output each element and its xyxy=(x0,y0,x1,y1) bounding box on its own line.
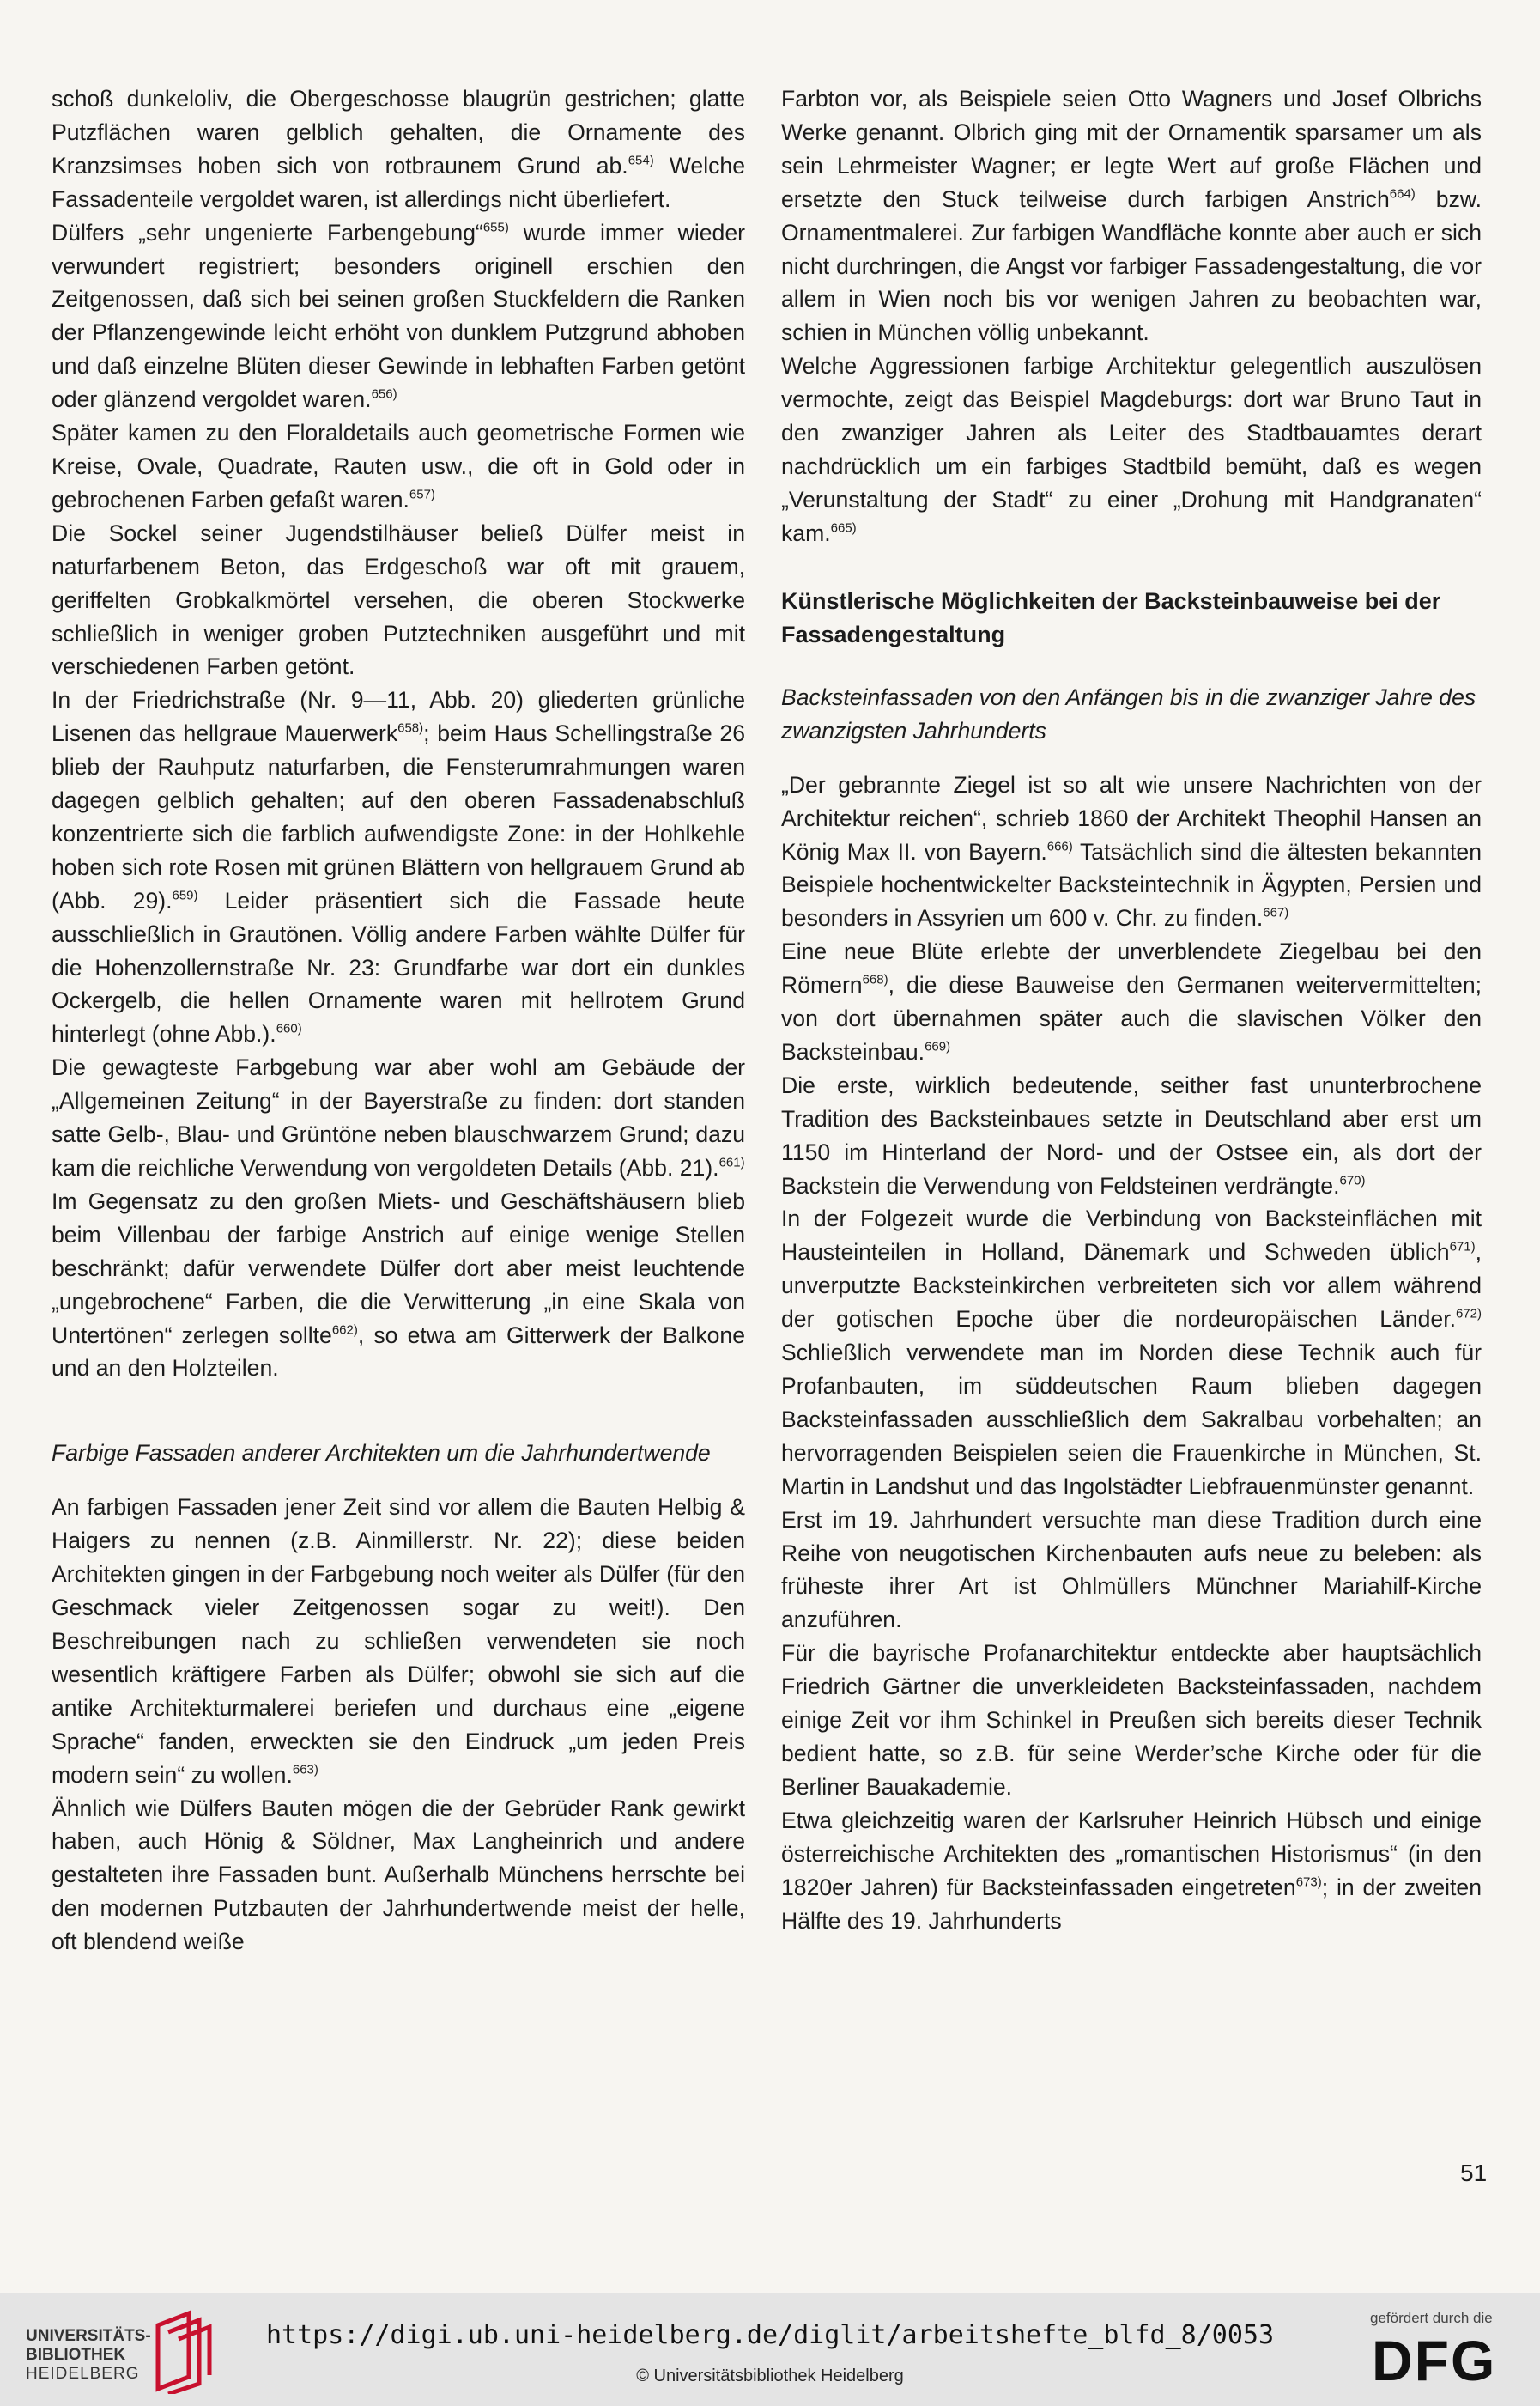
section-heading: Künstlerische Möglichkeiten der Backsteinbauweise bei der Fassadengestaltung xyxy=(781,587,1441,647)
paragraph: Später kamen zu den Floraldetails auch geometrische Formen wie Kreise, Ovale, Quadrate, Rauten usw., die oft in Gold oder in gebrochenen Farben gefaßt waren.$^{657)}$ xyxy=(52,420,745,513)
paragraph: Im Gegensatz zu den großen Miets- und Geschäftshäusern blieb beim Villenbau der farbige Anstrich auf einige wenige Stellen beschränkt; dafür verwendete Dülfer dort aber meist leuchtende „ungebrochene“ Farben, die die Verwitterung „in eine Skala von Untertönen“ zerlegen sollte$^{662)}$, so etwa am Gitterwerk der Balkone und an den Holzteilen. xyxy=(52,1188,745,1382)
paragraph: Ähnlich wie Dülfers Bauten mögen die der Gebrüder Rank gewirkt haben, auch Hönig & Söldner, Max Langheinrich und andere gestalteten ihre Fassaden bunt. Außerhalb Münchens herrschte bei den modernen Putzbauten der Jahrhundertwende meist der helle, oft blendend weiße xyxy=(52,1795,745,1955)
footnote-ref[interactable]: 663) xyxy=(292,1762,318,1777)
footnote-ref[interactable]: 661) xyxy=(718,1155,745,1170)
footnote-ref[interactable]: 657) xyxy=(409,487,435,502)
section-subheading: Backsteinfassaden von den Anfängen bis in die zwanziger Jahre des zwanzigsten Jahrhunderts xyxy=(781,684,1476,744)
library-name[interactable]: UNIVERSITÄTS- BIBLIOTHEK HEIDELBERG xyxy=(26,2327,151,2383)
footnote-ref[interactable]: 656) xyxy=(371,386,397,402)
funding-label: gefördert durch die xyxy=(1370,2310,1493,2326)
paragraph: In der Folgezeit wurde die Verbindung von Backsteinflächen mit Hausteinteilen in Holland, Dänemark und Schweden üblich$^{671)}$, unverputzte Backsteinkirchen verbreiteten sich vor allem während der gotischen Epoche über die nordeuropäischen Länder.$^{672)}$ Schließlich verwendete man im Norden diese Technik auch für Profanbauten, im süddeutschen Raum blieben dagegen Backsteinfassaden ausschließlich dem Sakralbau vorbehalten; an hervorragenden Beispielen seien die Frauenkirche in München, St. Martin in Landshut und das Ingolstädter Liebfrauenmünster genannt. xyxy=(781,1206,1482,1499)
footnote-ref[interactable]: 670) xyxy=(1339,1173,1366,1188)
section-subheading: Farbige Fassaden anderer Architekten um die Jahrhundertwende xyxy=(52,1440,711,1467)
paragraph: Für die bayrische Profanarchitektur entdeckte aber hauptsächlich Friedrich Gärtner die unverkleideten Backsteinfassaden, nachdem einige Zeit vor ihm Schinkel in Preußen sich bereits dieser Technik bedient hatte, so z.B. für seine Werder’sche Kirche oder für die Berliner Bauakademie. xyxy=(781,1640,1482,1800)
paragraph: Eine neue Blüte erlebte der unverblendete Ziegelbau bei den Römern$^{668)}$, die diese Bauweise den Germanen weitervermittelten; von dort übernahmen später auch die slavischen Völker den Backsteinbau.$^{669)}$ xyxy=(781,939,1482,1065)
left-column xyxy=(52,82,745,1959)
paragraph: Etwa gleichzeitig waren der Karlsruher Heinrich Hübsch und einige österreichische Architekten des „romantischen Historismus“ (in den 1820er Jahren) für Backsteinfassaden eingetreten$^{673)}$; in der zweiten Hälfte des 19. Jahrhunderts xyxy=(781,1807,1482,1934)
paragraph: Die erste, wirklich bedeutende, seither fast ununterbrochene Tradition des Backsteinbaues setzte in Deutschland aber erst um 1150 im Hinterland der Nord- und der Ostsee ein, als dort der Backstein die Verwendung von Feldsteinen verdrängte.$^{670)}$ xyxy=(781,1072,1482,1199)
footnote-ref[interactable]: 667) xyxy=(1263,905,1289,920)
paragraph: In der Friedrichstraße (Nr. 9—11, Abb. 20) gliederten grünliche Lisenen das hellgraue Mauerwerk$^{658)}$; beim Haus Schellingstraße 26 blieb der Rauhputz naturfarben, die Fensterumrahmungen waren dagegen gelblich gehalten; auf den oberen Fassadenabschluß konzentrierte sich die farblich aufwendigste Zone: in der Hohlkehle hoben sich rote Rosen mit grünen Blättern von hellgrauem Grund ab (Abb. 29).$^{659)}$ Leider präsentiert sich die Fassade heute ausschließlich in Grautönen. Völlig andere Farben wählte Dülfer für die Hohenzollernstraße Nr. 23: Grundfarbe war dort ein dunkles Ockergelb, die hellen Ornamente waren mit hellrotem Grund hinterlegt (ohne Abb.).$^{660)}$ xyxy=(52,687,745,1048)
viewer-footer xyxy=(0,2293,1540,2406)
dfg-logo-text: DFG xyxy=(1372,2330,1497,2391)
paragraph: Dülfers „sehr ungenierte Farbengebung“$^{655)}$ wurde immer wieder verwundert registriert; besonders originell erschien den Zeitgenossen, daß sich bei seinen großen Stuckfeldern die Ranken der Pflanzengewinde leicht erhöht von dunklem Putzgrund abhoben und daß einzelne Blüten dieser Gewinde in lebhaften Farben getönt oder glänzend vergoldet waren.$^{656)}$ xyxy=(52,219,745,413)
paragraph: Erst im 19. Jahrhundert versuchte man diese Tradition durch eine Reihe von neugotischen Kirchenbauten aufs neue zu beleben: als früheste ihrer Art ist Ohlmüllers Münchner Mariahilf-Kirche anzuführen. xyxy=(781,1506,1482,1633)
footnote-ref[interactable]: 671) xyxy=(1449,1239,1476,1255)
paragraph: Farbton vor, als Beispiele seien Otto Wagners und Josef Olbrichs Werke genannt. Olbrich ging mit der Ornamentik sparsamer um als sein Lehrmeister Wagner; er legte Wert auf große Flächen und ersetzte den Stuck teilweise durch farbigen Anstrich$^{664)}$ bzw. Ornamentmalerei. Zur farbigen Wandfläche konnte aber auch er sich nicht durchringen, die Angst vor farbiger Fassadengestaltung, die vor allem in Wien noch bis vor wenigen Jahren zu beobachten war, schien in München völlig unbekannt. xyxy=(781,86,1482,346)
paragraph: Welche Aggressionen farbige Architektur gelegentlich auszulösen vermochte, zeigt das Beispiel Magdeburgs: dort war Bruno Taut in den zwanziger Jahren als Leiter des Stadtbauamtes derart nachdrücklich um ein farbiges Stadtbild bemüht, daß es wegen „Verunstaltung der Stadt“ zu einer „Drohung mit Handgranaten“ kam.$^{665)}$ xyxy=(781,353,1482,546)
paragraph: Die Sockel seiner Jugendstilhäuser beließ Dülfer meist in naturfarbenem Beton, das Erdgeschoß war oft mit grauem, geriffelten Grobkalkmörtel versehen, die oberen Stockwerke schließlich in weniger groben Putztechniken ausgeführt und mit verschiedenen Farben getönt. xyxy=(52,519,745,680)
right-column xyxy=(781,82,1482,1937)
footnote-ref[interactable]: 658) xyxy=(397,720,424,736)
footnote-ref[interactable]: 662) xyxy=(331,1322,358,1338)
paragraph: schoß dunkeloliv, die Obergeschosse blaugrün gestrichen; glatte Putzflächen waren gelblich gehalten, die Ornamente des Kranzsimses hoben sich von rotbraunem Grund ab.$^{654)}$ Welche Fassadenteile vergoldet waren, ist allerdings nicht überliefert. xyxy=(52,86,745,212)
footnote-ref[interactable]: 659) xyxy=(172,888,198,903)
footnote-ref[interactable]: 673) xyxy=(1295,1874,1322,1890)
footnote-ref[interactable]: 672) xyxy=(1455,1306,1482,1321)
dfg-logo-icon[interactable] xyxy=(1372,2330,1501,2391)
page-number: 51 xyxy=(1460,2160,1488,2186)
paragraph: Die gewagteste Farbgebung war aber wohl am Gebäude der „Allgemeinen Zeitung“ in der Bayerstraße zu finden: dort standen satte Gelb-, Blau- und Grüntöne neben blauschwarzem Grund; dazu kam die reichliche Verwendung von vergoldeten Details (Abb. 21).$^{661)}$ xyxy=(52,1054,745,1181)
footnote-ref[interactable]: 666) xyxy=(1046,839,1073,854)
paragraph: „Der gebrannte Ziegel ist so alt wie unsere Nachrichten von der Architektur reichen“, schrieb 1860 der Architekt Theophil Hansen an König Max II. von Bayern.$^{666)}$ Tatsächlich sind die ältesten bekannten Beispiele hochentwickelter Backsteintechnik in Ägypten, Persien und besonders in Assyrien um 600 v. Chr. zu finden.$^{667)}$ xyxy=(781,771,1482,932)
footnote-ref[interactable]: 669) xyxy=(925,1039,951,1054)
footnote-ref[interactable]: 654) xyxy=(628,153,654,168)
copyright-notice: © Universitätsbibliothek Heidelberg xyxy=(636,2367,904,2385)
footnote-ref[interactable]: 655) xyxy=(482,220,509,235)
footnote-ref[interactable]: 660) xyxy=(276,1021,302,1036)
footnote-ref[interactable]: 665) xyxy=(830,520,857,536)
permalink-url[interactable]: https://digi.ub.uni-heidelberg.de/diglit/arbeitshefte_blfd_8/0053 xyxy=(266,2320,1274,2350)
paragraph: An farbigen Fassaden jener Zeit sind vor allem die Bauten Helbig & Haigers zu nennen (z.B. Ainmillerstr. Nr. 22); diese beiden Architekten gingen in der Farbgebung noch weiter als Dülfer (für den Geschmack vieler Zeitgenossen sogar zu weit!). Den Beschreibungen nach zu schließen verwendeten sie noch wesentlich kräftigere Farben als Dülfer; obwohl sie sich auf die antike Architekturmalerei beriefen und durchaus eine „eigene Sprache“ fanden, erweckten sie den Eindruck „um jeden Preis modern sein“ zu wollen.$^{663)}$ xyxy=(52,1494,745,1788)
footnote-ref[interactable]: 664) xyxy=(1389,186,1416,202)
footnote-ref[interactable]: 668) xyxy=(862,972,888,987)
